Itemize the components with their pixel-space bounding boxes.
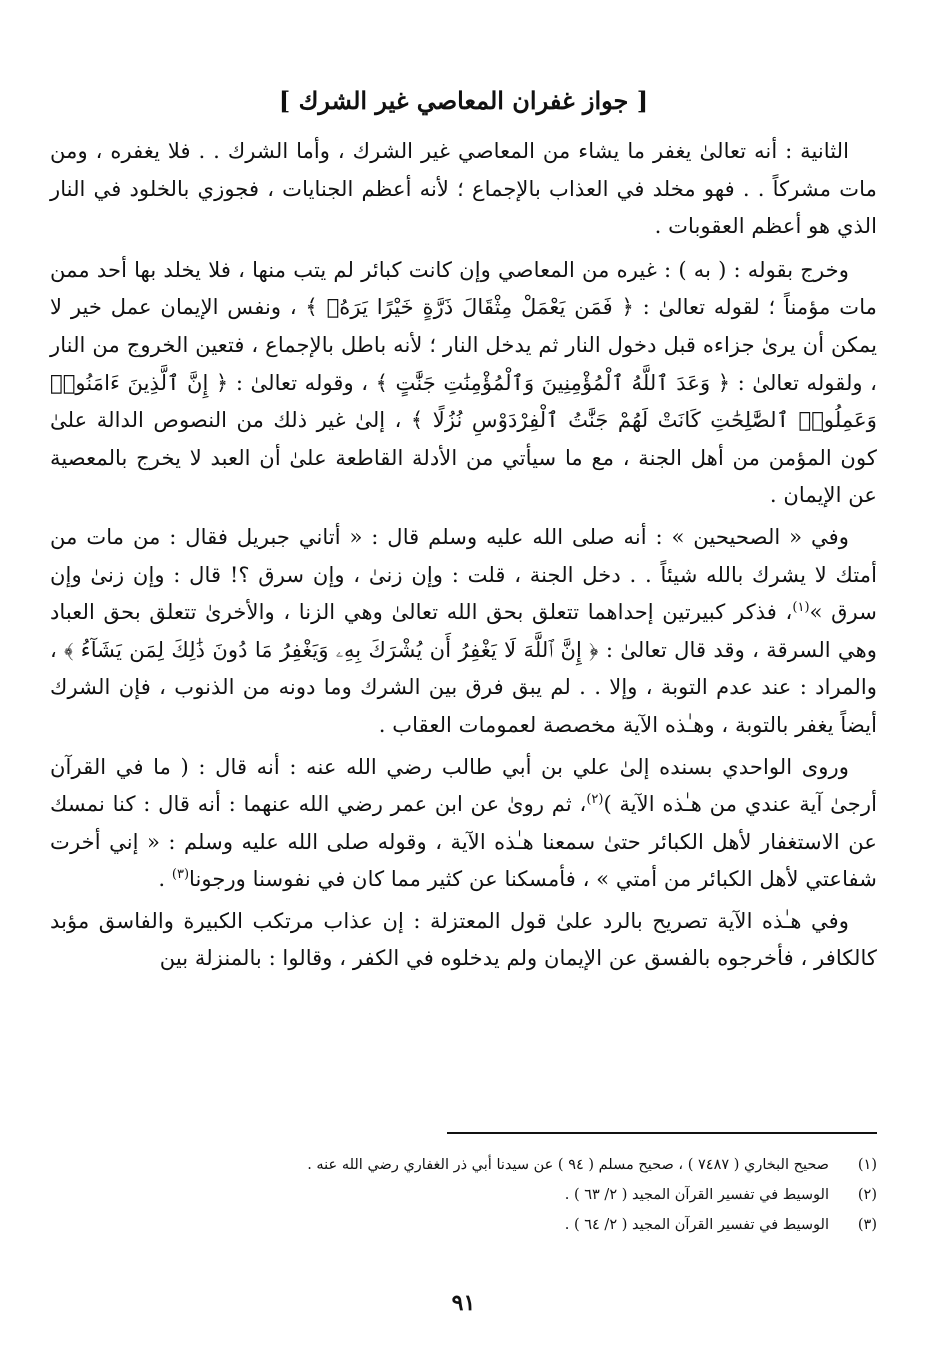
- footnote-ref-1[interactable]: (١): [792, 600, 810, 616]
- footnotes: [60, 1150, 877, 1240]
- footnote-3: [60, 1210, 877, 1240]
- footnote-1: [60, 1150, 877, 1180]
- paragraph-second: وخرج بقوله : ( به ) : غيره من المعاصي وإن كانت كبائر لم يتب منها ، فلا يخلد بها أحد ممن مات مؤمناً ؛ لقوله تعالىٰ : ﴿ فَمَن يَعْمَلْ مِثْقَالَ ذَرَّةٍ خَيْرًا يَرَهُۥ ﴾ ، ونفس الإيمان عمل خير لا يمكن أن يرىٰ جزاءه قبل دخول النار ثم يدخل النار ؛ لأنه باطل بالإجماع ، فتعين الخروج من النار ، ولقوله تعالىٰ : ﴿ وَعَدَ ٱللَّهُ ٱلْمُؤْمِنِينَ وَٱلْمُؤْمِنَٰتِ جَنَّٰتٍ ﴾ ، وقوله تعالىٰ : ﴿ إِنَّ ٱلَّذِينَ ءَامَنُوا۟ وَعَمِلُوا۟ ٱلصَّٰلِحَٰتِ كَانَتْ لَهُمْ جَنَّٰتُ ٱلْفِرْدَوْسِ نُزُلًا ﴾ ، إلىٰ غير ذلك من النصوص الدالة علىٰ كون المؤمن من أهل الجنة ، مع ما سيأتي من الأدلة القاطعة علىٰ أن العبد لا يخرج بالمعصية عن الإيمان .: [50, 256, 877, 508]
- footnote-ref-3[interactable]: (٣): [171, 867, 190, 883]
- paragraph-fourth-text: وروى الواحدي بسنده إلىٰ علي بن أبي طالب رضي الله عنه : أنه قال : ( ما في القرآن أرجىٰ آية عندي من هـٰذه الآية ): [50, 753, 877, 817]
- paragraph-third-continuation: ، فذكر كبيرتين إحداهما تتعلق بحق الله تعالىٰ وهي الزنا ، والأخرىٰ تتعلق بحق العباد وهي السرقة ، وقد قال تعالىٰ : ﴿ إِنَّ ٱللَّهَ لَا يَغْفِرُ أَن يُشْرَكَ بِهِۦ وَيَغْفِرُ مَا دُونَ ذَٰلِكَ لِمَن يَشَآءُ ﴾ ، والمراد : عند عدم التوبة ، وإلا . . لم يبق فرق بين الشرك وما دونه من الذنوب ، فإن الشرك أيضاً يغفر بالتوبة ، وهـٰذه الآية مخصصة لعمومات العقاب .: [50, 599, 877, 737]
- paragraph-third-text: وفي « الصحيحين » : أنه صلى الله عليه وسلم قال : « أتاني جبريل فقال : من مات من أمتك لا يشرك بالله شيئاً . . دخل الجنة ، قلت : وإن زنىٰ ، وإن سرق ؟! قال : وإن زنىٰ وإن سرق »: [50, 523, 877, 625]
- footnote-text: الوسيط في تفسير القرآن المجيد ( ٢/ ٦٤ ) .: [564, 1217, 829, 1233]
- footnote-number: (١): [857, 1157, 877, 1173]
- paragraph-fourth-continuation: ، ثم روىٰ عن ابن عمر رضي الله عنهما : أنه قال : كنا نمسك عن الاستغفار لأهل الكبائر حتىٰ سمعنا هـٰذه الآية ، وقوله صلى الله عليه وسلم : « إني أخرت شفاعتي لأهل الكبائر من أمتي » ، فأمسكنا عن كثير مما كان في نفوسنا ورجونا: [50, 791, 877, 892]
- page-number: ٩١: [451, 1290, 476, 1316]
- footnote-2: [60, 1180, 877, 1210]
- section-heading: [ جواز غفران المعاصي غير الشرك ]: [278, 86, 649, 115]
- paragraph-fourth-end: .: [158, 866, 172, 892]
- footnote-number: (٢): [857, 1187, 877, 1203]
- paragraph-fourth: [50, 748, 877, 898]
- paragraph-fifth: وفي هـٰذه الآية تصريح بالرد علىٰ قول المعتزلة : إن عذاب مرتكب الكبيرة والفاسق مؤبد كالكافر ، فأخرجوه بالفسق عن الإيمان ولم يدخلوه في الكفر ، وقالوا : بالمنزلة بين: [50, 907, 877, 971]
- main-text: [50, 132, 877, 981]
- footnote-text: صحيح البخاري ( ٧٤٨٧ ) ، صحيح مسلم ( ٩٤ ) عن سيدنا أبي ذر الغفاري رضي الله عنه .: [307, 1157, 829, 1173]
- footnote-ref-2[interactable]: (٢): [586, 792, 604, 808]
- footnote-number: (٣): [857, 1217, 877, 1233]
- paragraph-third: [50, 518, 877, 744]
- paragraph-first: الثانية : أنه تعالىٰ يغفر ما يشاء من المعاصي غير الشرك ، وأما الشرك . . فلا يغفره ، ومن مات مشركاً . . فهو مخلد في العذاب بالإجماع ؛ لأنه أعظم الجنايات ، فجوزي بالخلود في النار الذي هو أعظم العقوبات .: [50, 138, 877, 239]
- footnote-separator: [447, 1132, 877, 1134]
- footnote-text: الوسيط في تفسير القرآن المجيد ( ٢/ ٦٣ ) .: [564, 1187, 829, 1203]
